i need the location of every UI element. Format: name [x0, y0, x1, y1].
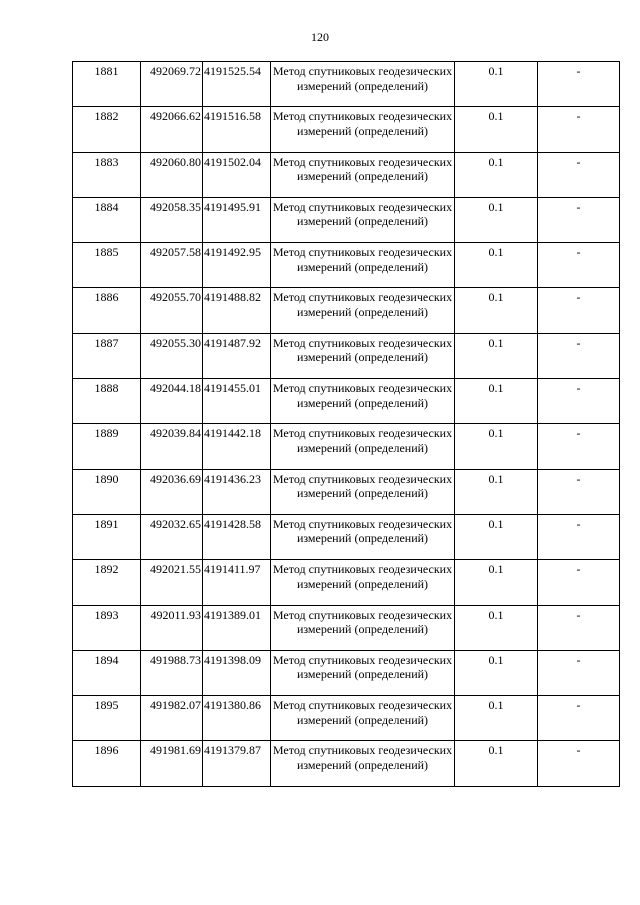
table-row: [73, 605, 620, 650]
note-cell: -: [538, 243, 620, 288]
method-cell: Метод спутниковых геодезических измерений (определений): [271, 197, 455, 242]
table-row: [73, 333, 620, 378]
point-number-cell: 1891: [73, 514, 141, 559]
coordinate-y-cell: 4191389.01: [203, 605, 271, 650]
coordinate-y-cell: 4191525.54: [203, 62, 271, 107]
method-cell: Метод спутниковых геодезических измерений (определений): [271, 243, 455, 288]
accuracy-cell: 0.1: [455, 514, 538, 559]
coordinate-y-cell: 4191436.23: [203, 469, 271, 514]
coordinates-table: [72, 61, 620, 787]
accuracy-cell: 0.1: [455, 696, 538, 741]
coordinate-x-cell: 491981.69: [141, 741, 203, 786]
method-cell: Метод спутниковых геодезических измерений (определений): [271, 379, 455, 424]
coordinate-x-cell: 492036.69: [141, 469, 203, 514]
point-number-cell: 1889: [73, 424, 141, 469]
coordinate-y-cell: 4191455.01: [203, 379, 271, 424]
table-row: [73, 650, 620, 695]
table-row: [73, 379, 620, 424]
coordinate-y-cell: 4191492.95: [203, 243, 271, 288]
point-number-cell: 1888: [73, 379, 141, 424]
accuracy-cell: 0.1: [455, 469, 538, 514]
coordinate-x-cell: 492039.84: [141, 424, 203, 469]
coordinate-x-cell: 492055.70: [141, 288, 203, 333]
method-cell: Метод спутниковых геодезических измерений (определений): [271, 514, 455, 559]
method-cell: Метод спутниковых геодезических измерений (определений): [271, 288, 455, 333]
table-row: [73, 107, 620, 152]
coordinate-x-cell: 492060.80: [141, 152, 203, 197]
coordinate-x-cell: 492066.62: [141, 107, 203, 152]
note-cell: -: [538, 333, 620, 378]
table-row: [73, 560, 620, 605]
table-row: [73, 424, 620, 469]
point-number-cell: 1896: [73, 741, 141, 786]
accuracy-cell: 0.1: [455, 605, 538, 650]
accuracy-cell: 0.1: [455, 62, 538, 107]
method-cell: Метод спутниковых геодезических измерений (определений): [271, 424, 455, 469]
note-cell: -: [538, 514, 620, 559]
point-number-cell: 1892: [73, 560, 141, 605]
accuracy-cell: 0.1: [455, 741, 538, 786]
table-row: [73, 469, 620, 514]
table-row: [73, 62, 620, 107]
coordinate-x-cell: 491982.07: [141, 696, 203, 741]
method-cell: Метод спутниковых геодезических измерений (определений): [271, 650, 455, 695]
point-number-cell: 1893: [73, 605, 141, 650]
note-cell: -: [538, 379, 620, 424]
method-cell: Метод спутниковых геодезических измерений (определений): [271, 560, 455, 605]
point-number-cell: 1881: [73, 62, 141, 107]
coordinate-x-cell: 492055.30: [141, 333, 203, 378]
method-cell: Метод спутниковых геодезических измерений (определений): [271, 62, 455, 107]
method-cell: Метод спутниковых геодезических измерений (определений): [271, 605, 455, 650]
point-number-cell: 1883: [73, 152, 141, 197]
coordinate-x-cell: 492032.65: [141, 514, 203, 559]
note-cell: -: [538, 741, 620, 786]
table-row: [73, 514, 620, 559]
coordinate-y-cell: 4191488.82: [203, 288, 271, 333]
coordinate-x-cell: 492021.55: [141, 560, 203, 605]
point-number-cell: 1887: [73, 333, 141, 378]
method-cell: Метод спутниковых геодезических измерений (определений): [271, 333, 455, 378]
note-cell: -: [538, 288, 620, 333]
accuracy-cell: 0.1: [455, 243, 538, 288]
accuracy-cell: 0.1: [455, 107, 538, 152]
method-cell: Метод спутниковых геодезических измерений (определений): [271, 469, 455, 514]
coordinate-y-cell: 4191380.86: [203, 696, 271, 741]
coordinate-y-cell: 4191428.58: [203, 514, 271, 559]
method-cell: Метод спутниковых геодезических измерений (определений): [271, 152, 455, 197]
table-row: [73, 152, 620, 197]
note-cell: -: [538, 650, 620, 695]
accuracy-cell: 0.1: [455, 650, 538, 695]
method-cell: Метод спутниковых геодезических измерений (определений): [271, 107, 455, 152]
coordinate-y-cell: 4191411.97: [203, 560, 271, 605]
note-cell: -: [538, 107, 620, 152]
table-row: [73, 741, 620, 786]
note-cell: -: [538, 696, 620, 741]
table-row: [73, 243, 620, 288]
accuracy-cell: 0.1: [455, 379, 538, 424]
table-row: [73, 696, 620, 741]
accuracy-cell: 0.1: [455, 288, 538, 333]
note-cell: -: [538, 152, 620, 197]
table-row: [73, 288, 620, 333]
coordinate-x-cell: 492069.72: [141, 62, 203, 107]
coordinate-y-cell: 4191487.92: [203, 333, 271, 378]
point-number-cell: 1895: [73, 696, 141, 741]
point-number-cell: 1885: [73, 243, 141, 288]
point-number-cell: 1884: [73, 197, 141, 242]
method-cell: Метод спутниковых геодезических измерений (определений): [271, 696, 455, 741]
coordinate-x-cell: 492058.35: [141, 197, 203, 242]
point-number-cell: 1894: [73, 650, 141, 695]
point-number-cell: 1882: [73, 107, 141, 152]
note-cell: -: [538, 469, 620, 514]
page-number: 120: [311, 30, 329, 44]
point-number-cell: 1890: [73, 469, 141, 514]
coordinate-x-cell: 492011.93: [141, 605, 203, 650]
note-cell: -: [538, 605, 620, 650]
method-cell: Метод спутниковых геодезических измерений (определений): [271, 741, 455, 786]
table-body: [73, 62, 620, 787]
accuracy-cell: 0.1: [455, 424, 538, 469]
note-cell: -: [538, 424, 620, 469]
point-number-cell: 1886: [73, 288, 141, 333]
accuracy-cell: 0.1: [455, 333, 538, 378]
coordinate-x-cell: 492044.18: [141, 379, 203, 424]
coordinate-x-cell: 492057.58: [141, 243, 203, 288]
coordinate-y-cell: 4191442.18: [203, 424, 271, 469]
note-cell: -: [538, 197, 620, 242]
accuracy-cell: 0.1: [455, 560, 538, 605]
accuracy-cell: 0.1: [455, 152, 538, 197]
accuracy-cell: 0.1: [455, 197, 538, 242]
note-cell: -: [538, 62, 620, 107]
coordinate-y-cell: 4191502.04: [203, 152, 271, 197]
table-row: [73, 197, 620, 242]
note-cell: -: [538, 560, 620, 605]
coordinate-y-cell: 4191398.09: [203, 650, 271, 695]
coordinate-y-cell: 4191516.58: [203, 107, 271, 152]
coordinate-y-cell: 4191379.87: [203, 741, 271, 786]
coordinate-y-cell: 4191495.91: [203, 197, 271, 242]
coordinate-x-cell: 491988.73: [141, 650, 203, 695]
